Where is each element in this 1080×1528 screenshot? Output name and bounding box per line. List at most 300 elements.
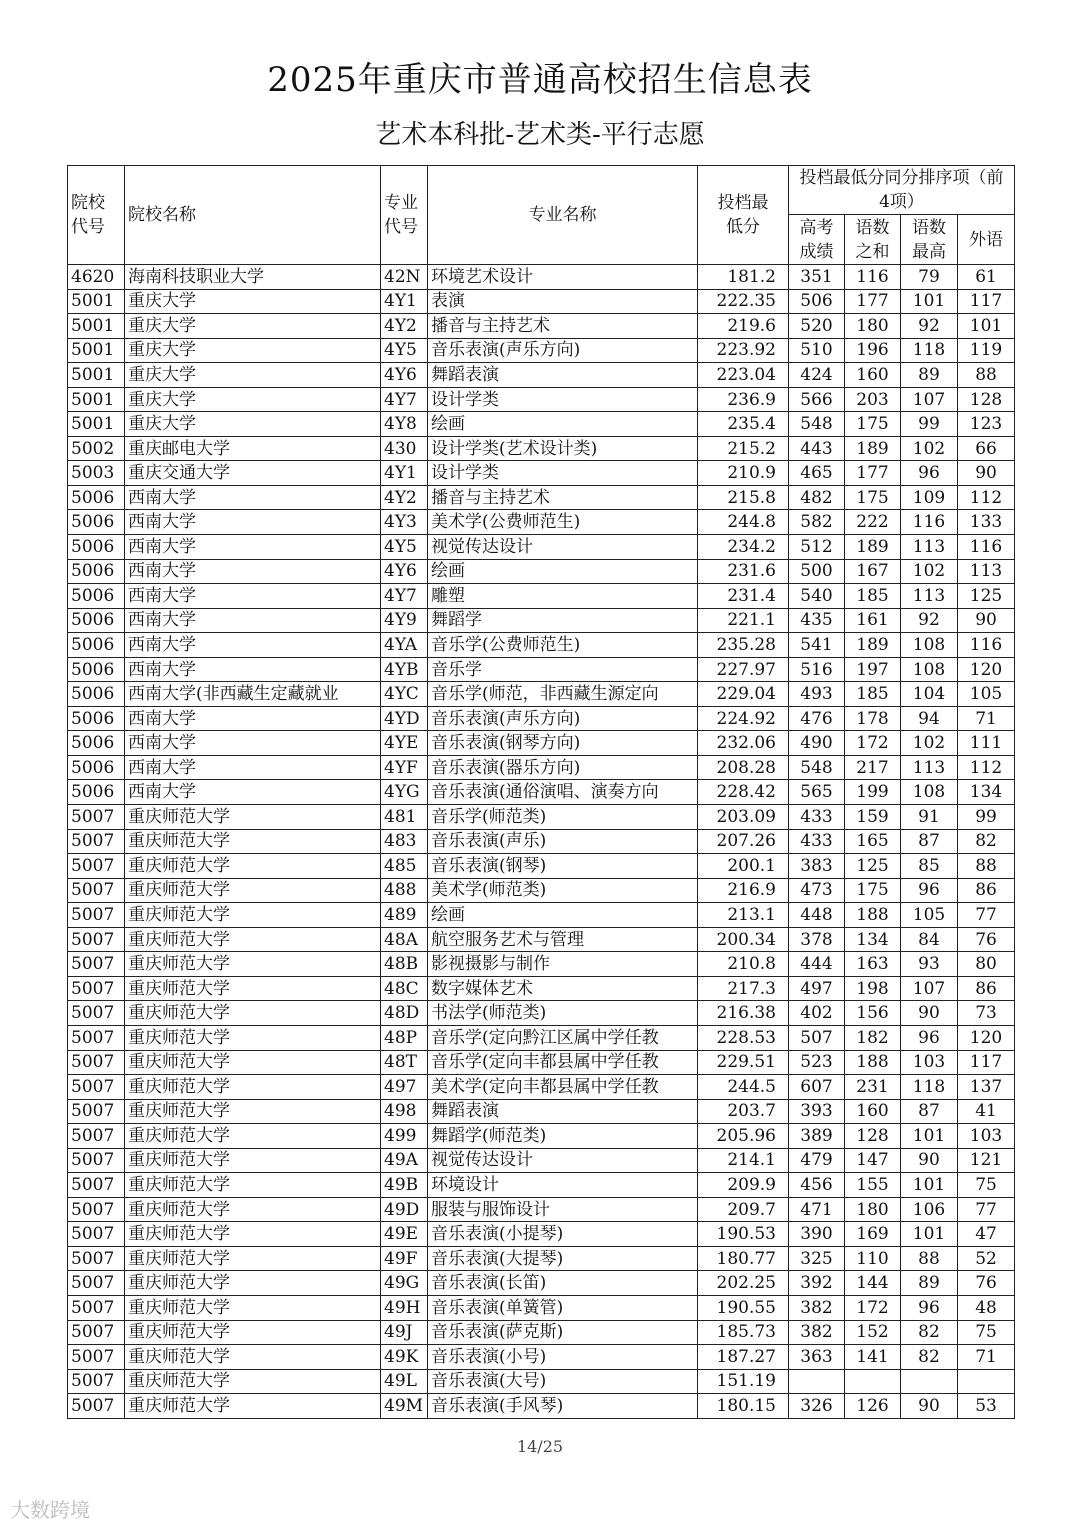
table-row bbox=[68, 976, 1015, 1001]
cell-school-code: 5002 bbox=[68, 436, 125, 461]
cell-school-name: 重庆大学 bbox=[125, 314, 381, 339]
cell-wy: 134 bbox=[958, 780, 1015, 805]
table-row bbox=[68, 485, 1015, 510]
cell-ys-max bbox=[901, 1369, 958, 1394]
cell-wy: 48 bbox=[958, 1295, 1015, 1320]
cell-school-code: 5007 bbox=[68, 976, 125, 1001]
cell-school-code: 5001 bbox=[68, 289, 125, 314]
cell-gk: 325 bbox=[789, 1246, 845, 1271]
cell-ys-max: 107 bbox=[901, 976, 958, 1001]
cell-wy: 111 bbox=[958, 731, 1015, 756]
cell-wy: 105 bbox=[958, 682, 1015, 707]
cell-ys-sum: 165 bbox=[845, 829, 901, 854]
cell-ys-sum: 182 bbox=[845, 1025, 901, 1050]
header-school-name: 院校名称 bbox=[125, 166, 381, 265]
table-row bbox=[68, 510, 1015, 535]
table-row bbox=[68, 731, 1015, 756]
table-row bbox=[68, 584, 1015, 609]
table-row bbox=[68, 1345, 1015, 1370]
cell-ys-sum: 189 bbox=[845, 436, 901, 461]
cell-ys-sum: 188 bbox=[845, 1050, 901, 1075]
cell-wy: 47 bbox=[958, 1222, 1015, 1247]
cell-school-code: 5007 bbox=[68, 805, 125, 830]
cell-gk: 382 bbox=[789, 1295, 845, 1320]
cell-ys-max: 96 bbox=[901, 1295, 958, 1320]
cell-school-code: 5006 bbox=[68, 485, 125, 510]
cell-ys-max: 106 bbox=[901, 1197, 958, 1222]
table-row bbox=[68, 780, 1015, 805]
cell-wy: 80 bbox=[958, 952, 1015, 977]
cell-school-name: 重庆师范大学 bbox=[125, 1271, 381, 1296]
cell-major-code: 4Y1 bbox=[381, 461, 428, 486]
cell-major-name: 音乐表演(大提琴) bbox=[428, 1246, 698, 1271]
cell-min-score: 200.34 bbox=[698, 927, 789, 952]
cell-wy: 120 bbox=[958, 657, 1015, 682]
cell-school-code: 5006 bbox=[68, 682, 125, 707]
cell-ys-max: 87 bbox=[901, 829, 958, 854]
cell-wy: 128 bbox=[958, 387, 1015, 412]
cell-ys-max: 107 bbox=[901, 387, 958, 412]
cell-major-code: 49K bbox=[381, 1345, 428, 1370]
cell-gk: 523 bbox=[789, 1050, 845, 1075]
cell-gk: 541 bbox=[789, 633, 845, 658]
cell-ys-max: 103 bbox=[901, 1050, 958, 1075]
cell-major-name: 音乐学(师范，非西藏生源定向 bbox=[428, 682, 698, 707]
cell-school-name: 重庆师范大学 bbox=[125, 1001, 381, 1026]
cell-major-name: 视觉传达设计 bbox=[428, 535, 698, 560]
cell-gk: 390 bbox=[789, 1222, 845, 1247]
cell-wy: 116 bbox=[958, 535, 1015, 560]
cell-ys-sum: 180 bbox=[845, 1197, 901, 1222]
cell-school-name: 西南大学 bbox=[125, 510, 381, 535]
cell-ys-max: 102 bbox=[901, 731, 958, 756]
cell-wy: 75 bbox=[958, 1173, 1015, 1198]
cell-major-code: 4YB bbox=[381, 657, 428, 682]
cell-min-score: 229.04 bbox=[698, 682, 789, 707]
cell-school-code: 5007 bbox=[68, 1295, 125, 1320]
cell-school-name: 西南大学 bbox=[125, 706, 381, 731]
cell-gk: 500 bbox=[789, 559, 845, 584]
cell-min-score: 223.92 bbox=[698, 338, 789, 363]
cell-school-code: 5001 bbox=[68, 363, 125, 388]
cell-wy: 71 bbox=[958, 706, 1015, 731]
cell-school-name: 重庆师范大学 bbox=[125, 1369, 381, 1394]
cell-wy: 117 bbox=[958, 289, 1015, 314]
cell-min-score: 219.6 bbox=[698, 314, 789, 339]
cell-ys-max: 102 bbox=[901, 436, 958, 461]
cell-major-name: 视觉传达设计 bbox=[428, 1148, 698, 1173]
cell-min-score: 213.1 bbox=[698, 903, 789, 928]
cell-school-code: 5006 bbox=[68, 657, 125, 682]
cell-gk: 516 bbox=[789, 657, 845, 682]
cell-school-name: 重庆师范大学 bbox=[125, 1173, 381, 1198]
cell-min-score: 210.9 bbox=[698, 461, 789, 486]
cell-ys-max: 90 bbox=[901, 1148, 958, 1173]
table-row bbox=[68, 1222, 1015, 1247]
cell-major-code: 4Y1 bbox=[381, 289, 428, 314]
cell-major-name: 音乐表演(萨克斯) bbox=[428, 1320, 698, 1345]
cell-school-name: 重庆师范大学 bbox=[125, 1099, 381, 1124]
cell-school-name: 西南大学 bbox=[125, 633, 381, 658]
cell-major-name: 服装与服饰设计 bbox=[428, 1197, 698, 1222]
cell-school-code: 5006 bbox=[68, 780, 125, 805]
cell-major-name: 雕塑 bbox=[428, 584, 698, 609]
table-row bbox=[68, 1394, 1015, 1419]
cell-ys-max: 113 bbox=[901, 535, 958, 560]
cell-min-score: 207.26 bbox=[698, 829, 789, 854]
cell-min-score: 209.9 bbox=[698, 1173, 789, 1198]
cell-gk: 471 bbox=[789, 1197, 845, 1222]
cell-school-code: 5007 bbox=[68, 1394, 125, 1419]
cell-major-name: 音乐表演(钢琴) bbox=[428, 854, 698, 879]
cell-school-code: 5006 bbox=[68, 608, 125, 633]
cell-school-name: 重庆师范大学 bbox=[125, 829, 381, 854]
cell-school-code: 5007 bbox=[68, 1320, 125, 1345]
cell-gk: 512 bbox=[789, 535, 845, 560]
cell-school-code: 5006 bbox=[68, 706, 125, 731]
cell-min-score: 229.51 bbox=[698, 1050, 789, 1075]
cell-school-code: 5007 bbox=[68, 1099, 125, 1124]
cell-major-name: 音乐表演(声乐方向) bbox=[428, 338, 698, 363]
watermark-logo: 大数跨境 bbox=[10, 1498, 90, 1522]
cell-major-code: 4Y7 bbox=[381, 387, 428, 412]
cell-min-score: 203.7 bbox=[698, 1099, 789, 1124]
cell-ys-sum: 197 bbox=[845, 657, 901, 682]
cell-wy: 82 bbox=[958, 829, 1015, 854]
cell-ys-max: 88 bbox=[901, 1246, 958, 1271]
cell-school-code: 5003 bbox=[68, 461, 125, 486]
cell-school-name: 重庆大学 bbox=[125, 338, 381, 363]
cell-wy: 73 bbox=[958, 1001, 1015, 1026]
cell-major-code: 42N bbox=[381, 265, 428, 290]
cell-major-name: 环境艺术设计 bbox=[428, 265, 698, 290]
cell-gk: 456 bbox=[789, 1173, 845, 1198]
cell-gk: 326 bbox=[789, 1394, 845, 1419]
cell-major-code: 49H bbox=[381, 1295, 428, 1320]
cell-school-name: 西南大学 bbox=[125, 535, 381, 560]
cell-min-score: 244.8 bbox=[698, 510, 789, 535]
admission-table bbox=[67, 165, 1015, 1419]
cell-ys-max: 102 bbox=[901, 559, 958, 584]
cell-gk: 383 bbox=[789, 854, 845, 879]
table-row bbox=[68, 412, 1015, 437]
cell-school-name: 重庆大学 bbox=[125, 289, 381, 314]
table-row bbox=[68, 878, 1015, 903]
cell-ys-max: 92 bbox=[901, 314, 958, 339]
cell-gk: 435 bbox=[789, 608, 845, 633]
cell-wy: 90 bbox=[958, 608, 1015, 633]
cell-gk: 433 bbox=[789, 829, 845, 854]
cell-min-score: 185.73 bbox=[698, 1320, 789, 1345]
cell-gk: 479 bbox=[789, 1148, 845, 1173]
cell-major-code: 4YE bbox=[381, 731, 428, 756]
cell-school-code: 5006 bbox=[68, 559, 125, 584]
cell-major-code: 48P bbox=[381, 1025, 428, 1050]
cell-gk: 465 bbox=[789, 461, 845, 486]
cell-major-name: 美术学(公费师范生) bbox=[428, 510, 698, 535]
header-gk: 高考成绩 bbox=[789, 215, 845, 265]
cell-school-name: 重庆师范大学 bbox=[125, 1246, 381, 1271]
cell-school-name: 西南大学 bbox=[125, 731, 381, 756]
cell-major-name: 音乐表演(长笛) bbox=[428, 1271, 698, 1296]
cell-school-name: 重庆师范大学 bbox=[125, 1075, 381, 1100]
cell-school-name: 重庆师范大学 bbox=[125, 927, 381, 952]
table-row bbox=[68, 559, 1015, 584]
cell-gk: 482 bbox=[789, 485, 845, 510]
table-row bbox=[68, 1369, 1015, 1394]
cell-major-code: 49F bbox=[381, 1246, 428, 1271]
cell-ys-max: 96 bbox=[901, 878, 958, 903]
cell-school-code: 5006 bbox=[68, 633, 125, 658]
cell-major-code: 49J bbox=[381, 1320, 428, 1345]
table-row bbox=[68, 1050, 1015, 1075]
cell-ys-sum: 167 bbox=[845, 559, 901, 584]
cell-wy: 133 bbox=[958, 510, 1015, 535]
table-row bbox=[68, 338, 1015, 363]
cell-major-code: 49A bbox=[381, 1148, 428, 1173]
cell-wy: 61 bbox=[958, 265, 1015, 290]
cell-min-score: 231.6 bbox=[698, 559, 789, 584]
cell-ys-max: 101 bbox=[901, 1222, 958, 1247]
cell-min-score: 208.28 bbox=[698, 755, 789, 780]
cell-ys-sum: 198 bbox=[845, 976, 901, 1001]
table-row bbox=[68, 1099, 1015, 1124]
cell-major-code: 4YG bbox=[381, 780, 428, 805]
cell-major-name: 绘画 bbox=[428, 903, 698, 928]
cell-ys-sum: 177 bbox=[845, 289, 901, 314]
cell-gk: 443 bbox=[789, 436, 845, 461]
cell-min-score: 216.38 bbox=[698, 1001, 789, 1026]
table-row bbox=[68, 1295, 1015, 1320]
cell-gk: 392 bbox=[789, 1271, 845, 1296]
cell-gk: 510 bbox=[789, 338, 845, 363]
cell-gk: 548 bbox=[789, 755, 845, 780]
cell-major-name: 设计学类 bbox=[428, 461, 698, 486]
cell-major-name: 音乐学(师范类) bbox=[428, 805, 698, 830]
cell-min-score: 235.28 bbox=[698, 633, 789, 658]
cell-ys-sum: 199 bbox=[845, 780, 901, 805]
cell-ys-max: 96 bbox=[901, 461, 958, 486]
cell-school-name: 西南大学 bbox=[125, 755, 381, 780]
cell-major-code: 48D bbox=[381, 1001, 428, 1026]
cell-school-code: 5007 bbox=[68, 854, 125, 879]
cell-gk: 497 bbox=[789, 976, 845, 1001]
cell-major-name: 音乐学(公费师范生) bbox=[428, 633, 698, 658]
cell-ys-sum: 177 bbox=[845, 461, 901, 486]
cell-gk: 363 bbox=[789, 1345, 845, 1370]
cell-ys-max: 96 bbox=[901, 1025, 958, 1050]
cell-wy: 66 bbox=[958, 436, 1015, 461]
cell-school-name: 重庆师范大学 bbox=[125, 1295, 381, 1320]
header-min-score: 投档最低分 bbox=[698, 166, 789, 265]
cell-major-name: 环境设计 bbox=[428, 1173, 698, 1198]
cell-ys-max: 113 bbox=[901, 584, 958, 609]
cell-school-name: 重庆师范大学 bbox=[125, 1222, 381, 1247]
cell-ys-sum: 161 bbox=[845, 608, 901, 633]
cell-ys-sum: 217 bbox=[845, 755, 901, 780]
cell-major-code: 499 bbox=[381, 1124, 428, 1149]
cell-major-name: 音乐学(定向黔江区属中学任教 bbox=[428, 1025, 698, 1050]
cell-gk: 433 bbox=[789, 805, 845, 830]
cell-major-name: 音乐表演(单簧管) bbox=[428, 1295, 698, 1320]
cell-ys-max: 90 bbox=[901, 1394, 958, 1419]
cell-major-code: 4Y2 bbox=[381, 314, 428, 339]
cell-ys-sum: 125 bbox=[845, 854, 901, 879]
cell-wy: 103 bbox=[958, 1124, 1015, 1149]
cell-min-score: 223.04 bbox=[698, 363, 789, 388]
cell-school-code: 5007 bbox=[68, 1148, 125, 1173]
cell-min-score: 216.9 bbox=[698, 878, 789, 903]
cell-school-code: 5007 bbox=[68, 1050, 125, 1075]
cell-ys-max: 118 bbox=[901, 1075, 958, 1100]
cell-gk: 506 bbox=[789, 289, 845, 314]
cell-gk: 473 bbox=[789, 878, 845, 903]
cell-school-code: 5001 bbox=[68, 387, 125, 412]
cell-major-code: 498 bbox=[381, 1099, 428, 1124]
cell-ys-sum: 172 bbox=[845, 1295, 901, 1320]
cell-wy: 88 bbox=[958, 854, 1015, 879]
table-row bbox=[68, 682, 1015, 707]
cell-major-name: 影视摄影与制作 bbox=[428, 952, 698, 977]
cell-ys-sum: 189 bbox=[845, 535, 901, 560]
cell-ys-max: 82 bbox=[901, 1345, 958, 1370]
cell-major-code: 4Y6 bbox=[381, 559, 428, 584]
cell-school-code: 5007 bbox=[68, 952, 125, 977]
cell-major-name: 绘画 bbox=[428, 559, 698, 584]
cell-min-score: 214.1 bbox=[698, 1148, 789, 1173]
table-row bbox=[68, 1075, 1015, 1100]
cell-school-name: 重庆师范大学 bbox=[125, 805, 381, 830]
cell-wy: 117 bbox=[958, 1050, 1015, 1075]
cell-major-name: 音乐表演(小提琴) bbox=[428, 1222, 698, 1247]
cell-major-code: 4Y5 bbox=[381, 535, 428, 560]
cell-gk: 351 bbox=[789, 265, 845, 290]
header-school-code: 院校代号 bbox=[68, 166, 125, 265]
table-row bbox=[68, 1001, 1015, 1026]
cell-major-code: 48C bbox=[381, 976, 428, 1001]
cell-school-name: 重庆邮电大学 bbox=[125, 436, 381, 461]
cell-ys-max: 108 bbox=[901, 633, 958, 658]
cell-major-name: 设计学类(艺术设计类) bbox=[428, 436, 698, 461]
table-row bbox=[68, 363, 1015, 388]
cell-wy: 53 bbox=[958, 1394, 1015, 1419]
cell-school-name: 重庆大学 bbox=[125, 363, 381, 388]
cell-school-name: 西南大学 bbox=[125, 657, 381, 682]
cell-min-score: 232.06 bbox=[698, 731, 789, 756]
cell-major-code: 481 bbox=[381, 805, 428, 830]
cell-ys-sum: 180 bbox=[845, 314, 901, 339]
cell-wy: 112 bbox=[958, 755, 1015, 780]
cell-gk: 493 bbox=[789, 682, 845, 707]
page-number: 14/25 bbox=[516, 1437, 564, 1456]
cell-major-name: 美术学(师范类) bbox=[428, 878, 698, 903]
cell-ys-max: 89 bbox=[901, 1271, 958, 1296]
cell-wy: 76 bbox=[958, 1271, 1015, 1296]
table-row bbox=[68, 387, 1015, 412]
cell-ys-sum: 203 bbox=[845, 387, 901, 412]
table-row bbox=[68, 903, 1015, 928]
cell-gk bbox=[789, 1369, 845, 1394]
cell-ys-max: 84 bbox=[901, 927, 958, 952]
cell-school-name: 重庆师范大学 bbox=[125, 1148, 381, 1173]
cell-major-code: 4Y9 bbox=[381, 608, 428, 633]
cell-gk: 565 bbox=[789, 780, 845, 805]
cell-school-code: 5007 bbox=[68, 1075, 125, 1100]
cell-ys-sum: 175 bbox=[845, 485, 901, 510]
cell-min-score: 180.15 bbox=[698, 1394, 789, 1419]
cell-major-name: 舞蹈学(师范类) bbox=[428, 1124, 698, 1149]
cell-ys-sum: 231 bbox=[845, 1075, 901, 1100]
cell-ys-sum bbox=[845, 1369, 901, 1394]
cell-ys-sum: 160 bbox=[845, 1099, 901, 1124]
cell-min-score: 151.19 bbox=[698, 1369, 789, 1394]
cell-min-score: 224.92 bbox=[698, 706, 789, 731]
cell-major-name: 音乐表演(通俗演唱、演奏方向 bbox=[428, 780, 698, 805]
cell-school-name: 重庆师范大学 bbox=[125, 1197, 381, 1222]
cell-school-code: 5007 bbox=[68, 1197, 125, 1222]
cell-major-code: 4Y3 bbox=[381, 510, 428, 535]
page-title: 2025年重庆市普通高校招生信息表 bbox=[267, 60, 813, 100]
cell-wy: 120 bbox=[958, 1025, 1015, 1050]
header-ys-sum: 语数之和 bbox=[845, 215, 901, 265]
cell-major-name: 航空服务艺术与管理 bbox=[428, 927, 698, 952]
cell-min-score: 244.5 bbox=[698, 1075, 789, 1100]
cell-gk: 520 bbox=[789, 314, 845, 339]
cell-ys-sum: 126 bbox=[845, 1394, 901, 1419]
cell-school-name: 西南大学 bbox=[125, 780, 381, 805]
cell-school-code: 5001 bbox=[68, 412, 125, 437]
cell-wy: 137 bbox=[958, 1075, 1015, 1100]
cell-school-name: 西南大学(非西藏生定藏就业 bbox=[125, 682, 381, 707]
cell-major-name: 音乐表演(器乐方向) bbox=[428, 755, 698, 780]
table-row bbox=[68, 1148, 1015, 1173]
cell-school-name: 重庆师范大学 bbox=[125, 903, 381, 928]
cell-school-code: 5006 bbox=[68, 584, 125, 609]
table-row bbox=[68, 1320, 1015, 1345]
cell-major-code: 49M bbox=[381, 1394, 428, 1419]
cell-wy bbox=[958, 1369, 1015, 1394]
cell-school-code: 5007 bbox=[68, 829, 125, 854]
cell-wy: 41 bbox=[958, 1099, 1015, 1124]
cell-school-name: 重庆师范大学 bbox=[125, 1124, 381, 1149]
cell-school-name: 重庆大学 bbox=[125, 387, 381, 412]
cell-school-name: 重庆师范大学 bbox=[125, 1345, 381, 1370]
cell-ys-sum: 185 bbox=[845, 584, 901, 609]
cell-school-code: 5007 bbox=[68, 1246, 125, 1271]
cell-wy: 119 bbox=[958, 338, 1015, 363]
cell-major-code: 4Y5 bbox=[381, 338, 428, 363]
cell-ys-max: 108 bbox=[901, 657, 958, 682]
header-major-code: 专业代号 bbox=[381, 166, 428, 265]
cell-ys-max: 101 bbox=[901, 1124, 958, 1149]
cell-school-name: 重庆大学 bbox=[125, 412, 381, 437]
cell-ys-max: 85 bbox=[901, 854, 958, 879]
cell-min-score: 231.4 bbox=[698, 584, 789, 609]
cell-ys-sum: 159 bbox=[845, 805, 901, 830]
cell-major-code: 49L bbox=[381, 1369, 428, 1394]
cell-ys-max: 101 bbox=[901, 1173, 958, 1198]
cell-min-score: 222.35 bbox=[698, 289, 789, 314]
cell-ys-sum: 185 bbox=[845, 682, 901, 707]
cell-gk: 548 bbox=[789, 412, 845, 437]
cell-school-name: 重庆交通大学 bbox=[125, 461, 381, 486]
cell-major-name: 设计学类 bbox=[428, 387, 698, 412]
cell-min-score: 215.8 bbox=[698, 485, 789, 510]
cell-gk: 607 bbox=[789, 1075, 845, 1100]
cell-school-name: 西南大学 bbox=[125, 485, 381, 510]
cell-min-score: 180.77 bbox=[698, 1246, 789, 1271]
cell-major-name: 播音与主持艺术 bbox=[428, 485, 698, 510]
